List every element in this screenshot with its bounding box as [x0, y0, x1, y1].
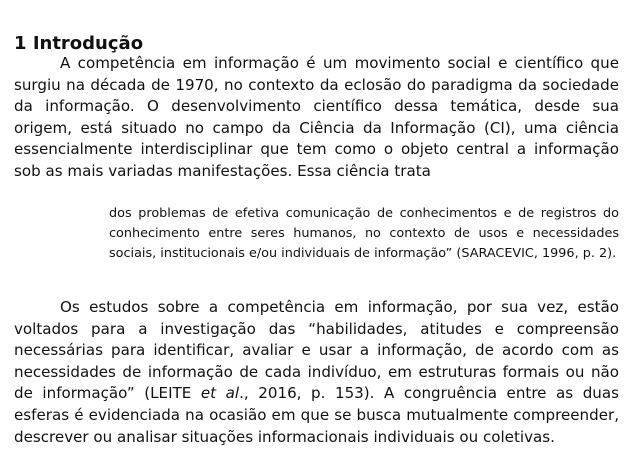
block-quote: dos problemas de efetiva comunicação de conhecimentos e de registros do conhecimento entre seres humanos, no contexto de usos e necessidades sociais, institucionais e/ou individuais de informação” (SARACEVIC, 1996, p. 2). [109, 206, 619, 261]
second-paragraph [14, 297, 619, 448]
et-al-italic: et al [200, 384, 240, 403]
section-number: 1 [14, 33, 27, 54]
section-title: Introdução [32, 33, 144, 54]
section-heading [14, 33, 143, 55]
second-paragraph-text-start: Os estudos sobre a competência em informação, por sua vez, estão voltados para a investigação das “habilidades, atitudes e compreensão necessárias para identificar, avaliar e usar a informação, de acordo com as necessidades de informação de cada indivíduo, em estruturas formais ou não de informação” (LEITE [14, 298, 619, 403]
introduction-paragraph: A competência em informação é um movimento social e científico que surgiu na década de 1970, no contexto da eclosão do paradigma da sociedade da informação. O desenvolvimento científico dessa temática, desde sua origem, está situado no campo da Ciência da Informação (CI), uma ciência essencialmente interdisciplinar que tem como o objeto central a informação sob as mais variadas manifestações. Essa ciência trata [14, 54, 619, 180]
second-paragraph-text-end: ., 2016, p. 153). A congruência entre as duas esferas é evidenciada na ocasião em que se busca mutualmente compreender, descrever ou analisar situações informacionais individuais ou coletivas. [14, 384, 619, 446]
